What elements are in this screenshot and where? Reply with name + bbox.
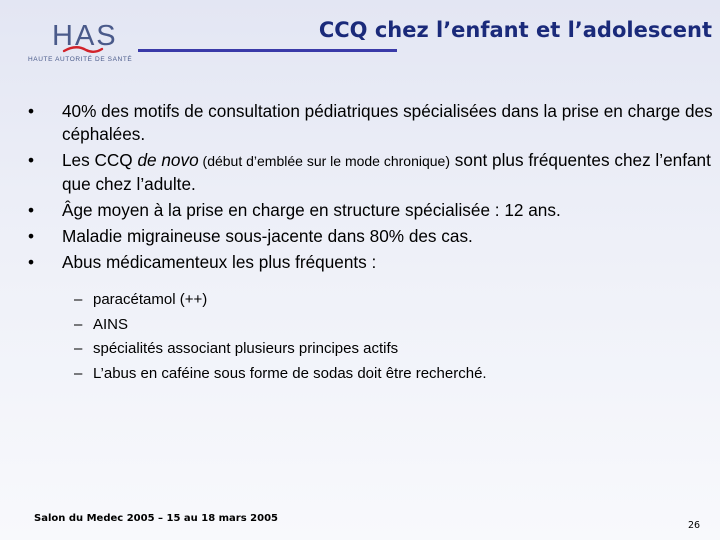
bullet-text: Âge moyen à la prise en charge en structure spécialisée : 12 ans. [62, 200, 561, 220]
bullet-text-italic: de novo [137, 150, 199, 170]
bullet-text: Les CCQ [62, 150, 138, 170]
bullet-marker: • [28, 200, 35, 220]
bullet-item [28, 100, 714, 146]
bullet-text: Maladie migraineuse sous-jacente dans 80% des cas. [62, 226, 473, 246]
logo-swoosh-icon [50, 42, 114, 56]
sub-item [74, 339, 694, 359]
dash-marker: – [74, 364, 83, 382]
bullet-item [28, 149, 714, 196]
sub-text: paracétamol (++) [93, 291, 208, 308]
bullet-text: sont plus fréquentes chez l’enfant que chez l’adulte. [62, 150, 711, 194]
logo-tagline: HAUTE AUTORITÉ DE SANTÉ [28, 56, 133, 63]
bullet-item [28, 251, 714, 274]
slide-title: CCQ chez l’enfant et l’adolescent [318, 18, 712, 42]
sub-item [74, 315, 694, 335]
bullet-list [28, 100, 714, 277]
page-number: 26 [688, 520, 701, 531]
sub-text: L’abus en caféine sous forme de sodas doit être recherché. [93, 364, 487, 382]
sub-item [74, 364, 694, 384]
bullet-marker: • [28, 150, 35, 170]
title-underline [138, 49, 397, 52]
has-logo [28, 18, 138, 68]
sub-text: spécialités associant plusieurs principes actifs [93, 340, 399, 357]
bullet-text: 40% des motifs de consultation pédiatriques spécialisées dans la prise en charge des céphalées. [62, 101, 713, 144]
bullet-marker: • [28, 252, 35, 272]
bullet-marker: • [28, 101, 35, 121]
sub-list [74, 290, 694, 388]
bullet-text-small: (début d’emblée sur le mode chronique) [198, 153, 451, 169]
sub-text: AINS [93, 315, 129, 333]
sub-item [74, 290, 694, 310]
bullet-item [28, 225, 714, 248]
bullet-marker: • [28, 226, 35, 246]
dash-marker: – [74, 340, 83, 357]
dash-marker: – [74, 315, 83, 333]
dash-marker: – [74, 291, 83, 308]
bullet-item [28, 199, 714, 222]
logo-letters: HAS [52, 20, 118, 52]
footer-text: Salon du Medec 2005 – 15 au 18 mars 2005 [34, 513, 278, 524]
bullet-text: Abus médicamenteux les plus fréquents : [62, 252, 377, 272]
